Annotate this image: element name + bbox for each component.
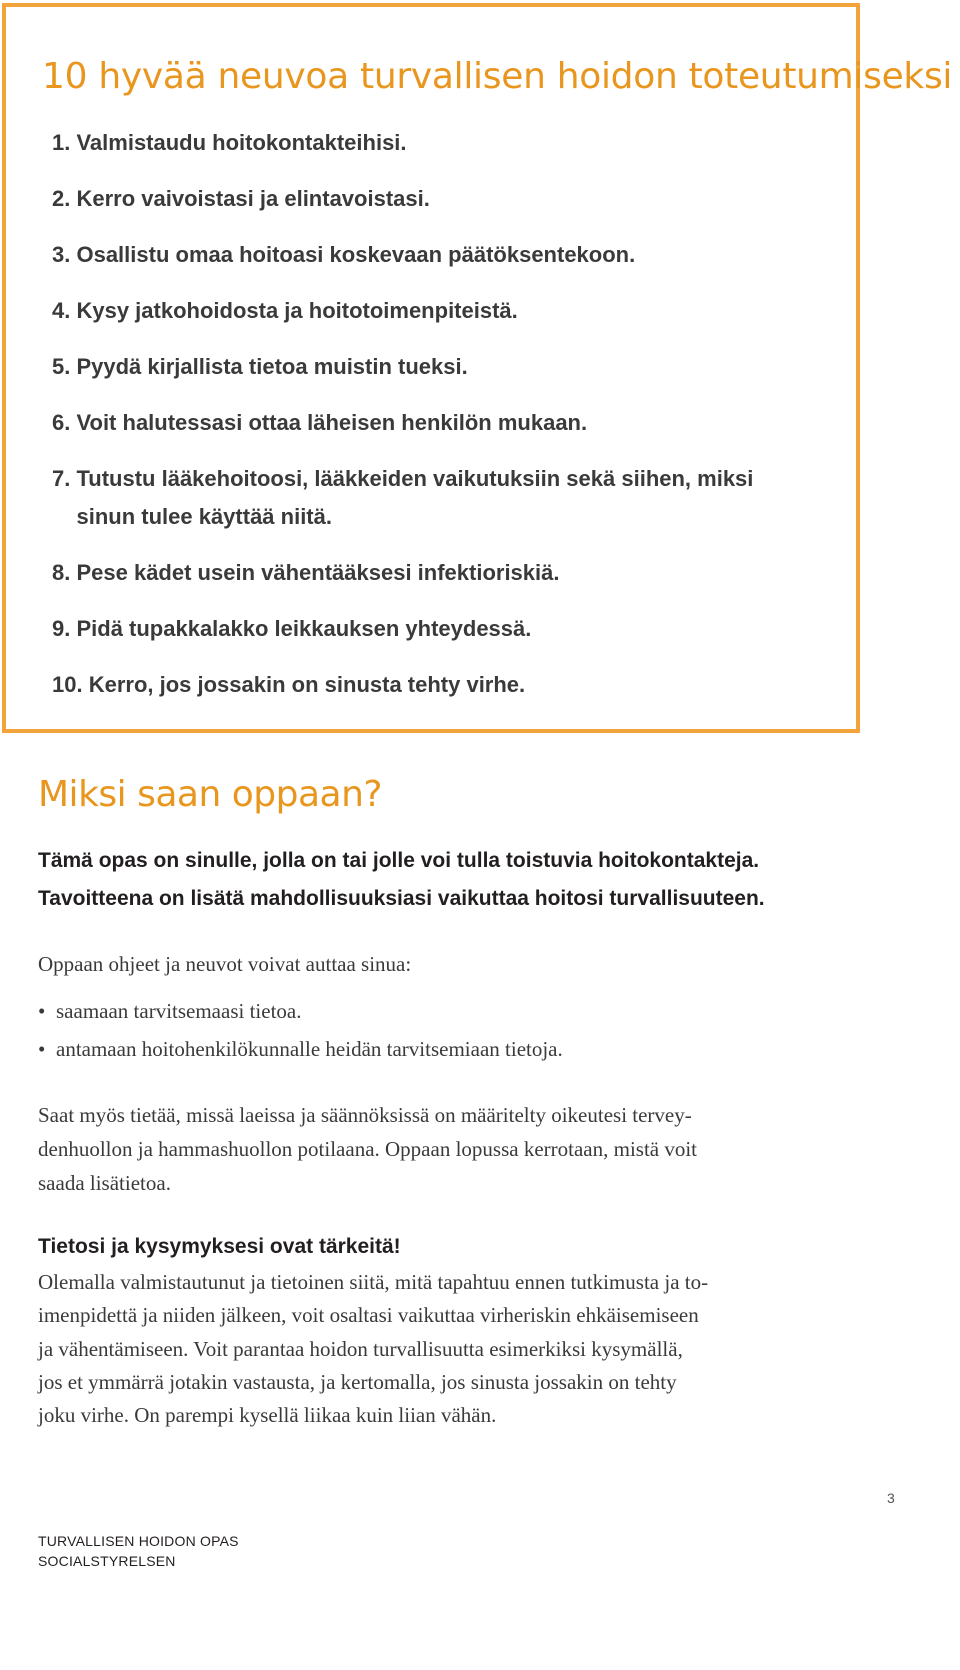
tips-title: 10 hyvää neuvoa turvallisen hoidon toteutumiseksi [42,56,953,97]
tip-number: 1. [52,130,77,155]
tip-item [52,348,812,386]
tip-text: Kerro vaivoistasi ja elintavoistasi. [76,186,430,211]
list-item [38,992,563,1030]
tip-item [52,236,812,274]
tip-item [52,460,812,536]
paragraph-line: imenpidettä ja niiden jälkeen, voit osaltasi vaikuttaa virheriskin ehkäisemiseen [38,1303,699,1328]
tip-number: 10. [52,672,89,697]
tip-text: Pyydä kirjallista tietoa muistin tueksi. [76,354,468,379]
tips-list [52,124,812,722]
tip-text: Kerro, jos jossakin on sinusta tehty virhe. [88,672,526,697]
paragraph-line: joku virhe. On parempi kysellä liikaa kuin liian vähän. [38,1403,497,1428]
tip-number: 2. [52,186,77,211]
bullet-list [38,992,563,1068]
paragraph-line: denhuollon ja hammashuollon potilaana. Oppaan lopussa kerrotaan, mistä voit [38,1137,698,1161]
page-number: 3 [887,1490,895,1506]
tip-text: Kysy jatkohoidosta ja hoitotoimenpiteistä. [76,298,518,323]
tip-number: 5. [52,354,77,379]
subsection-title: Tietosi ja kysymyksesi ovat tärkeitä! [38,1235,401,1258]
tip-number: 4. [52,298,77,323]
paragraph-line: ja vähentämiseen. Voit parantaa hoidon turvallisuutta esimerkiksi kysymällä, [38,1336,683,1361]
tip-text: Pidä tupakkalakko leikkauksen yhteydessä. [76,616,532,641]
section-title: Miksi saan oppaan? [38,774,383,815]
tip-number: 8. [52,560,77,585]
bullet-text: antamaan hoitohenkilökunnalle heidän tarvitsemiaan tietoja. [56,1037,563,1061]
tip-item [52,292,812,330]
bullet-symbol: • [38,1037,46,1061]
bullet-text: saamaan tarvitsemaasi tietoa. [56,999,302,1023]
paragraph-line: jos et ymmärrä jotakin vastausta, ja kertomalla, jos sinusta jossakin on tehty [38,1369,677,1394]
footer-guide-title: TURVALLISEN HOIDON OPAS [38,1533,239,1549]
footer [38,1531,239,1571]
paragraph-line: Saat myös tietää, missä laeissa ja säännöksissä on määritelty oikeutesi tervey- [38,1103,692,1127]
lead-paragraph [38,842,858,918]
lead-line: Tämä opas on sinulle, jolla on tai jolle voi tulla toistuvia hoitokontakteja. [38,849,760,872]
tip-item [52,610,812,648]
tip-text: Tutustu lääkehoitoosi, lääkkeiden vaikutuksiin sekä siihen, miksi sinun tulee käyttää niitä. [76,466,754,529]
tip-item [52,554,812,592]
tip-text: Valmistaudu hoitokontakteihisi. [76,130,407,155]
lead-line: Tavoitteena on lisätä mahdollisuuksiasi vaikuttaa hoitosi turvallisuuteen. [38,887,765,910]
tip-text: Osallistu omaa hoitoasi koskevaan päätöksentekoon. [76,242,636,267]
tip-number: 6. [52,410,77,435]
tip-number: 9. [52,616,77,641]
footer-publisher: SOCIALSTYRELSEN [38,1553,176,1569]
tip-item [52,124,812,162]
safety-paragraph [38,1266,848,1432]
tip-number: 7. [52,466,77,491]
intro-text: Oppaan ohjeet ja neuvot voivat auttaa sinua: [38,952,412,976]
tip-item [52,180,812,218]
bullet-symbol: • [38,999,46,1023]
tip-text: Voit halutessasi ottaa läheisen henkilön mukaan. [76,410,588,435]
rights-paragraph [38,1098,838,1200]
paragraph-line: Olemalla valmistautunut ja tietoinen siitä, mitä tapahtuu ennen tutkimusta ja to- [38,1270,709,1294]
tip-number: 3. [52,242,77,267]
tip-text: Pese kädet usein vähentääksesi infektioriskiä. [76,560,560,585]
tip-item [52,404,812,442]
tip-item [52,666,812,704]
list-item [38,1030,563,1068]
paragraph-line: saada lisätietoa. [38,1171,171,1195]
